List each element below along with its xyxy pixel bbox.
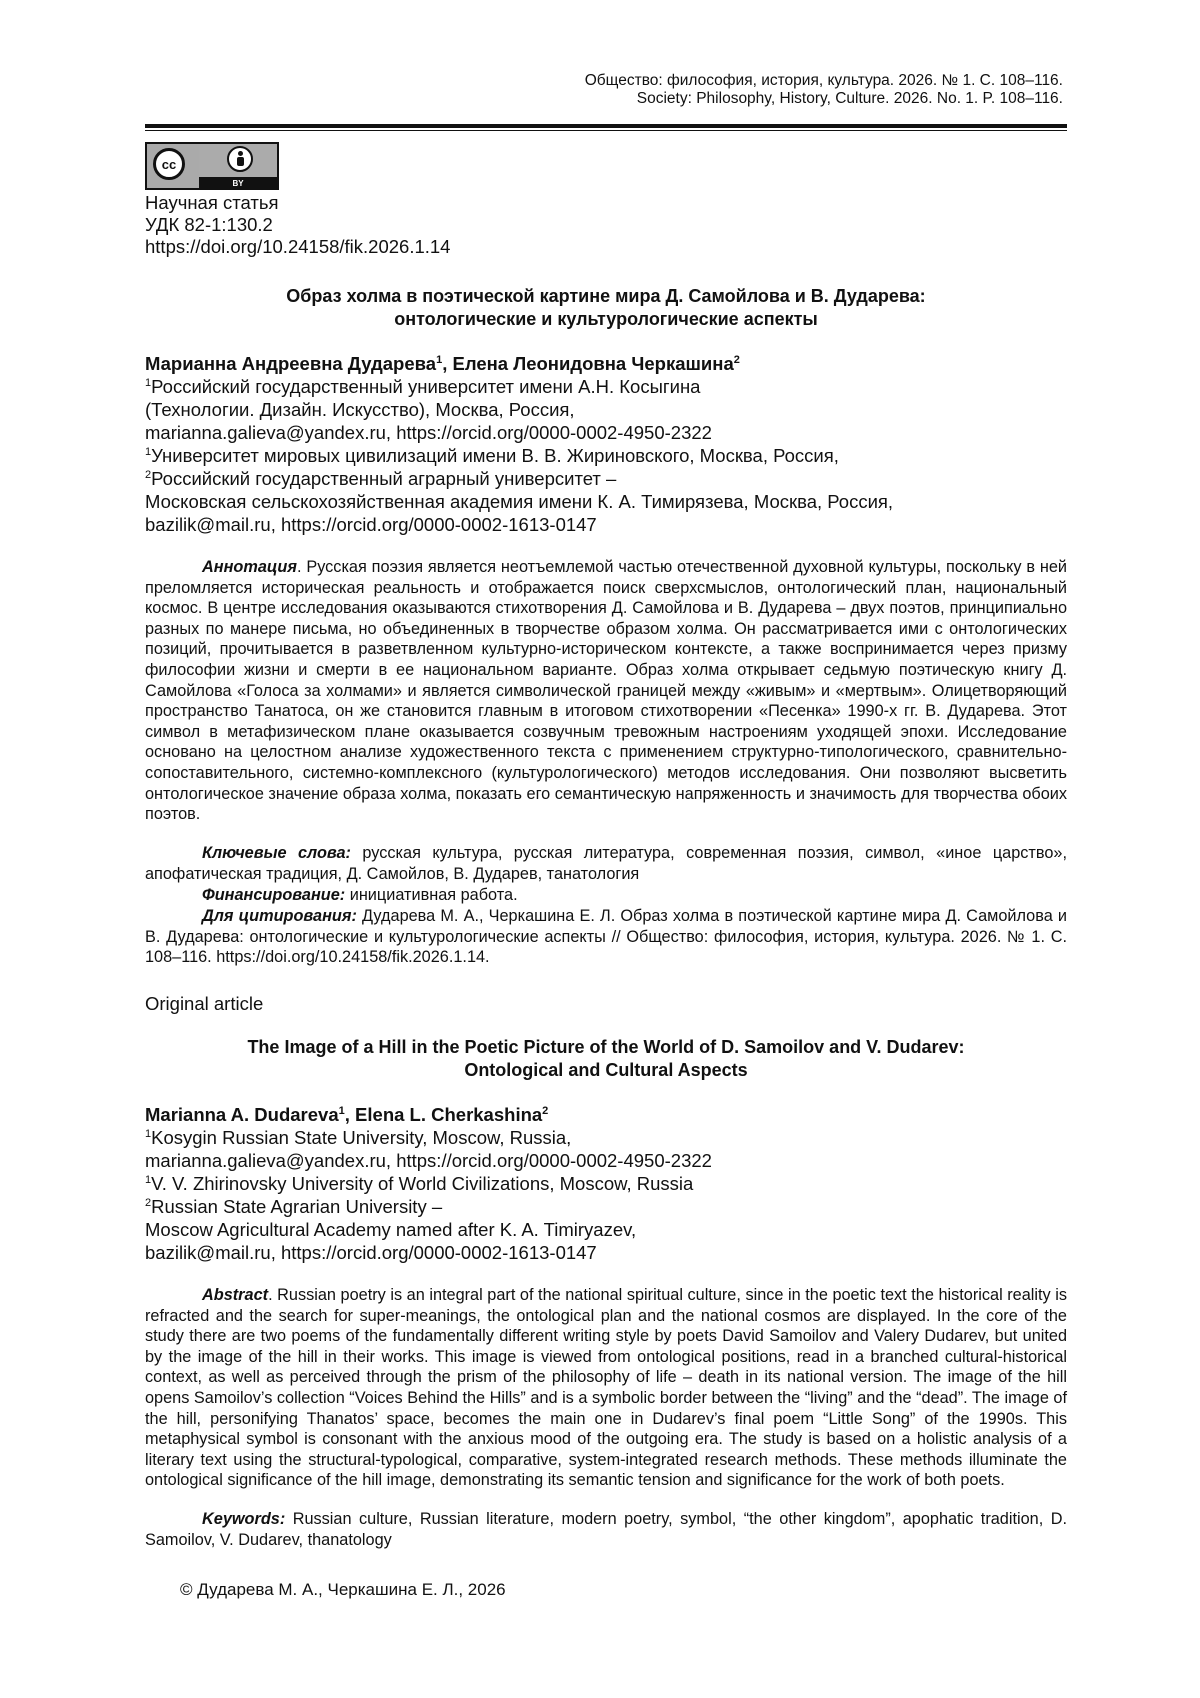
header-rule-thick — [145, 124, 1067, 128]
keywords-en: Keywords: Russian culture, Russian literature, modern poetry, symbol, “the other kingdom”, apophatic tradition, D. Samoilov, V. Dudarev, thanatology — [145, 1510, 1067, 1549]
abstract-ru: Аннотация. Русская поэзия является неотъемлемой частью отечественной духовной культуры, поскольку в ней преломляется историческая реальность и отображается поиск сверхсмыслов, онтологический план, национальный космос. В центре исследования оказываются стихотворения Д. Самойлова и В. Дударева – двух поэтов, принципиально разных по манере письма, но объединенных в творчестве образом холма. Он рассматривается ими с онтологических позиций, прочитывается в разветвленном культурно-историческом контексте, а также воспринимается через призму философии жизни и смерти в ее национальном варианте. Образ холма открывает седьмую поэтическую книгу Д. Самойлова «Голоса за холмами» и является символической границей между «живым» и «мертвым». Олицетворяющий пространство Танатоса, он же становится главным в итоговом стихотворении «Песенка» 1990-х гг. В. Дударева. Этот символ в метафизическом плане оказывается созвучным тревожным настроениям уходящей эпохи. Исследование основано на целостном анализе художественного текста с применением структурно-типологического, сравнительно-сопоставительного, системно-комплексного (культурологического) методов исследования. Они позволяют высветить онтологическое значение образа холма, показать его семантическую напряженность и значимость для творчества обоих поэтов. — [145, 558, 1067, 824]
title-ru: Образ холма в поэтической картине мира Д. Самойлова и В. Дударева: онтологические и культурологические аспекты — [286, 286, 926, 329]
journal-line-en: Society: Philosophy, History, Culture. 2026. No. 1. P. 108–116. — [636, 90, 1063, 107]
header-rule-thin — [145, 130, 1067, 131]
affiliation-2-en: $^1$V. V. Zhirinovsky University of World Civilizations, Moscow, Russia — [145, 1173, 694, 1194]
abstract-en: Abstract. Russian poetry is an integral part of the national spiritual culture, since in the poetic text the historical reality is refracted and the search for super-meanings, the ontological plan and the national cosmos are displayed. In the core of the study there are two poems of the fundamentally different writing style by poets David Samoilov and Valery Dudarev, but united by the image of the hill in their works. This image is viewed from ontological positions, read in a branched cultural-historical context, as well as perceived through the prism of the philosophy of life – death in its national version. The image of the hill opens Samoilov’s collection “Voices Behind the Hills” and is a symbolic border between the “living” and the “dead”. The image of the hill, personifying Thanatos’ space, becomes the main one in Dudarev’s final poem “Little Song” of the 1990s. This metaphysical symbol is consonant with the anxious mood of the outgoing era. The study is based on a holistic analysis of a literary text using the structural-typological, comparative, system-integrated research methods. These methods illuminate the ontological significance of the hill image, demonstrating its semantic tension and significance for the work of both poets. — [145, 1286, 1067, 1490]
affiliation-1-ru: $^1$Российский государственный университет имени А.Н. Косыгина — [145, 376, 701, 397]
affiliation-2-ru: $^1$Университет мировых цивилизаций имени В. В. Жириновского, Москва, Россия, — [145, 445, 839, 466]
author-names-ru: Марианна Андреевна Дударева$^1$, Елена Леонидовна Черкашина$^2$ — [145, 353, 740, 374]
article-meta — [145, 192, 450, 258]
doi-link[interactable]: https://doi.org/10.24158/fik.2026.1.14 — [145, 236, 451, 257]
journal-line-ru: Общество: философия, история, культура. 2026. № 1. С. 108–116. — [584, 72, 1063, 89]
citation-ru: Для цитирования: Дударева М. А., Черкашина Е. Л. Образ холма в поэтической картине мира Д. Самойлова и В. Дударева: онтологические и культурологические аспекты // Общество: философия, история, культура. 2026. № 1. С. 108–116. https://doi.org/10.24158/fik.2026.1.14. — [145, 907, 1067, 967]
affiliation-3-en: $^2$Russian State Agrarian University – — [145, 1196, 443, 1217]
authors-ru: Марианна Андреевна Дударева$^1$, Елена Леонидовна Черкашина$^2$ $^1$Российский государственный университет имени А.Н. Косыгина (Технологии. Дизайн. Искусство), Москва, Россия, marianna.galieva@yandex.ru, https://orcid.org/0000-0002-4950-2322 $^1$Университет мировых цивилизаций имени В. В. Жириновского, Москва, Россия, $^2$Российский государственный аграрный университет – Московская сельскохозяйственная академия имени К. А. Тимирязева, Москва, Россия, bazilik@mail.ru, https://orcid.org/0000-0002-1613-0147 — [145, 353, 894, 535]
authors-en: Marianna A. Dudareva$^1$, Elena L. Cherkashina$^2$ $^1$Kosygin Russian State University, Moscow, Russia, marianna.galieva@yandex.ru, https://orcid.org/0000-0002-4950-2322 $^1$V. V. Zhirinovsky University of World Civilizations, Moscow, Russia $^2$Russian State Agrarian University – Moscow Agricultural Academy named after K. A. Timiryazev, bazilik@mail.ru, https://orcid.org/0000-0002-1613-0147 — [145, 1104, 712, 1263]
cc-by-license-badge — [145, 142, 279, 190]
journal-header — [585, 72, 1063, 108]
article-type-ru: Научная статья — [145, 192, 279, 213]
keywords-ru: Ключевые слова: русская культура, русская литература, современная поэзия, символ, «иное царство», апофатическая традиция, Д. Самойлов, В. Дударев, танатология — [145, 844, 1067, 883]
author1-contacts-en[interactable]: marianna.galieva@yandex.ru, https://orcid.org/0000-0002-4950-2322 — [145, 1150, 712, 1171]
by-label: BY — [232, 179, 244, 188]
funding-ru: Финансирование: инициативная работа. — [202, 886, 518, 904]
title-en: The Image of a Hill in the Poetic Picture of the World of D. Samoilov and V. Dudarev: Ontological and Cultural Aspects — [247, 1037, 965, 1080]
creative-commons-icon: cc — [153, 148, 185, 180]
affiliation-1-en: $^1$Kosygin Russian State University, Moscow, Russia, — [145, 1127, 572, 1148]
article-type-en: Original article — [145, 993, 264, 1014]
attribution-person-icon — [227, 146, 253, 172]
author1-contacts-ru[interactable]: marianna.galieva@yandex.ru, https://orcid.org/0000-0002-4950-2322 — [145, 422, 712, 443]
author2-contacts-ru[interactable]: bazilik@mail.ru, https://orcid.org/0000-0002-1613-0147 — [145, 514, 597, 535]
copyright-notice: © Дударева М. А., Черкашина Е. Л., 2026 — [180, 1580, 506, 1599]
affiliation-3-ru: $^2$Российский государственный аграрный университет – — [145, 468, 617, 489]
author-names-en: Marianna A. Dudareva$^1$, Elena L. Cherkashina$^2$ — [145, 1104, 549, 1125]
author2-contacts-en[interactable]: bazilik@mail.ru, https://orcid.org/0000-0002-1613-0147 — [145, 1242, 597, 1263]
udc-code: УДК 82-1:130.2 — [145, 214, 273, 235]
